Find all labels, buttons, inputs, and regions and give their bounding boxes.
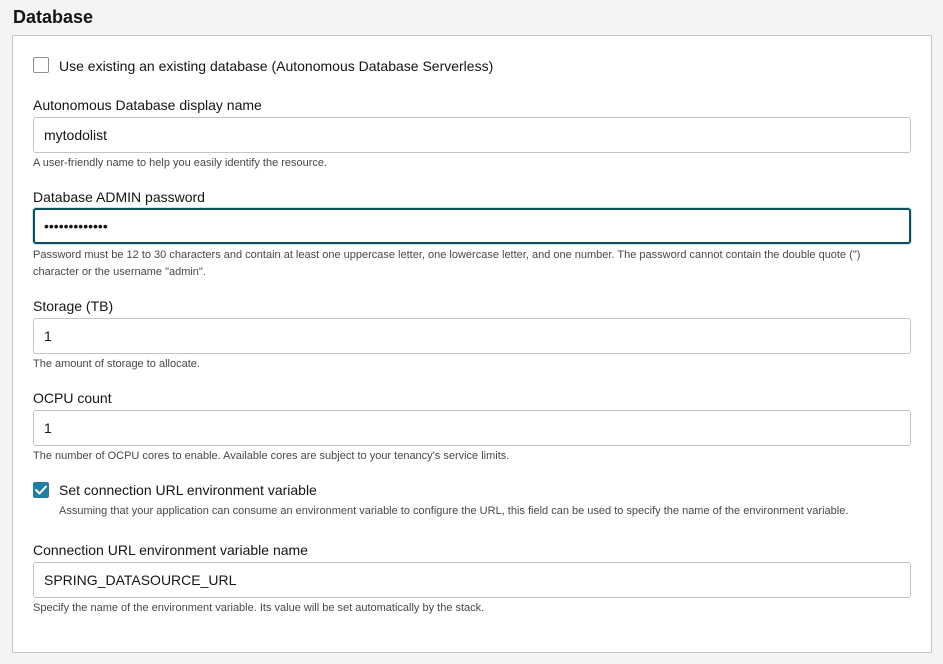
connection-url-var-input[interactable] (33, 562, 911, 598)
checkmark-icon (35, 485, 47, 495)
admin-password-help-line2: character or the username "admin". (33, 266, 206, 278)
set-connection-url-checkbox[interactable] (33, 482, 49, 498)
section-title: Database (13, 7, 94, 27)
set-connection-url-help: Assuming that your application can consume an environment variable to configure the URL, this field can be used to specify the name of the environment variable. (59, 505, 849, 517)
admin-password-help (33, 247, 913, 281)
storage-help: The amount of storage to allocate. (33, 358, 200, 370)
ocpu-help: The number of OCPU cores to enable. Available cores are subject to your tenancy's service limits. (33, 450, 510, 462)
set-connection-url-label: Set connection URL environment variable (59, 482, 317, 498)
use-existing-label: Use existing an existing database (Autonomous Database Serverless) (59, 58, 494, 74)
storage-label: Storage (TB) (33, 298, 114, 314)
display-name-label: Autonomous Database display name (33, 97, 262, 113)
display-name-help: A user-friendly name to help you easily identify the resource. (33, 157, 328, 169)
ocpu-label: OCPU count (33, 390, 112, 406)
admin-password-input[interactable] (33, 208, 911, 244)
database-panel (12, 35, 932, 653)
connection-url-var-help: Specify the name of the environment variable. Its value will be set automatically by the stack. (33, 602, 485, 614)
storage-input[interactable] (33, 318, 911, 354)
display-name-input[interactable] (33, 117, 911, 153)
use-existing-checkbox[interactable] (33, 57, 49, 73)
admin-password-help-line1: Password must be 12 to 30 characters and contain at least one uppercase letter, one lowercase letter, and one number. The password cannot contain the double quote (") (33, 249, 861, 261)
ocpu-input[interactable] (33, 410, 911, 446)
connection-url-var-label: Connection URL environment variable name (33, 542, 308, 558)
admin-password-label: Database ADMIN password (33, 189, 205, 205)
